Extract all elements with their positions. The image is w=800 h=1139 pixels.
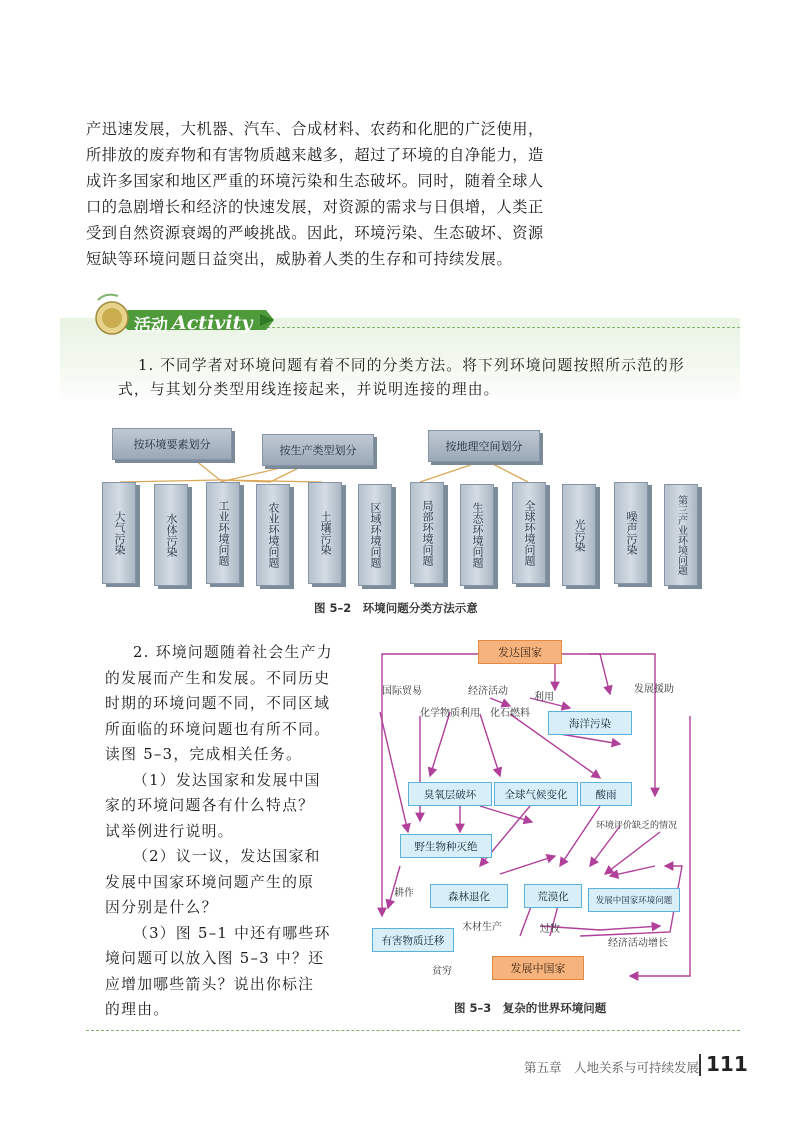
fig53-forest-box: 森林退化 <box>430 884 508 908</box>
task2-line: 的发展而产生和发展。不同历史 <box>105 669 331 687</box>
fig52-item: 土壤污染 <box>308 482 342 584</box>
fig53-label: 利用 <box>534 692 554 703</box>
fig53-label: 化石燃料 <box>490 708 530 719</box>
task2-line: 时期的环境问题不同，不同区域 <box>105 695 331 712</box>
fig53-ocean-box: 海洋污染 <box>548 711 632 735</box>
fig52-item: 第三产业环境问题 <box>664 484 698 586</box>
fig53-label: 过牧 <box>540 924 560 935</box>
intro-line: 受到自然资源衰竭的严峻挑战。因此，环境污染、生态破坏、资源 <box>86 224 544 242</box>
task1-line: 式，与其划分类型用线连接起来，并说明连接的理由。 <box>118 381 500 398</box>
task2-line: 2. 环境问题随着社会生产力 <box>133 644 333 661</box>
fig52-item: 全球环境问题 <box>512 482 546 584</box>
intro-line: 产迅速发展，大机器、汽车、合成材料、农药和化肥的广泛使用， <box>86 120 544 138</box>
fig52-item: 生态环境问题 <box>460 484 494 586</box>
task2-text <box>105 640 335 1023</box>
fig52-item: 区域环境问题 <box>358 484 392 586</box>
task2-line: 境问题可以放入图 5–3 中？还 <box>105 950 325 967</box>
intro-line: 所排放的废弃物和有害物质越来越多，超过了环境的自净能力，造 <box>86 146 544 164</box>
task2-line: （3）图 5–1 中还有哪些环 <box>133 924 331 942</box>
fig53-desert-box: 荒漠化 <box>524 884 582 908</box>
task2-line: （1）发达国家和发展中国 <box>133 771 321 789</box>
fig52-category: 按地理空间划分 <box>428 430 540 462</box>
fig52-item: 农业环境问题 <box>256 484 290 586</box>
fig52-category: 按生产类型划分 <box>262 434 374 466</box>
fig52-caption: 图 5–2 环境问题分类方法示意 <box>314 601 478 615</box>
task2-line: （2）议一议，发达国家和 <box>133 848 321 865</box>
fig53-label: 国际贸易 <box>382 686 422 697</box>
fig53-developing-box: 发展中国家 <box>492 956 584 980</box>
task2-line: 应增加哪些箭头？说出你标注 <box>105 975 315 993</box>
task2-line: 所面临的环境问题也有所不同。 <box>105 720 331 738</box>
intro-line: 成许多国家和地区严重的环境污染和生态破坏。同时，随着全球人 <box>86 172 544 190</box>
task1-line: 1. 不同学者对环境问题有着不同的分类方法。将下列环境问题按照所示范的形 <box>138 357 685 374</box>
fig52-item: 光污染 <box>562 484 596 586</box>
fig53-acid-box: 酸雨 <box>580 782 632 806</box>
fig53-label: 经济活动增长 <box>608 938 668 949</box>
fig53-ozone-box: 臭氧层破坏 <box>408 782 492 806</box>
task2-line: 试举例进行说明。 <box>105 822 234 840</box>
fig53-caption: 图 5–3 复杂的世界环境问题 <box>454 1001 607 1015</box>
fig53-developed-box: 发达国家 <box>478 640 562 664</box>
fig52-item: 大气污染 <box>102 482 136 584</box>
fig52-item: 局部环境问题 <box>410 482 444 584</box>
task1-text <box>118 354 698 402</box>
task2-line: 读图 5–3，完成相关任务。 <box>105 746 303 763</box>
fig53-label: 贫穷 <box>432 966 452 977</box>
activity-dashed-rule <box>262 327 740 328</box>
footer-divider <box>699 1054 701 1076</box>
intro-paragraph <box>86 116 551 272</box>
task2-line: 因分别是什么？ <box>105 899 218 916</box>
intro-line: 短缺等环境问题日益突出，威胁着人类的生存和可持续发展。 <box>86 250 513 268</box>
fig53-label: 经济活动 <box>468 686 508 697</box>
fig53-label: 耕作 <box>394 888 414 899</box>
fig53-toxic-box: 有害物质迁移 <box>372 928 454 952</box>
footer-chapter: 第五章 人地关系与可持续发展 <box>524 1060 700 1075</box>
fig53-label: 环境评价缺乏的情况 <box>596 821 678 831</box>
fig53-dev-env-box: 发展中国家环境问题 <box>588 888 680 912</box>
page-number: 111 <box>706 1052 748 1076</box>
task2-line: 发展中国家环境问题产生的原 <box>105 873 315 891</box>
activity-title-en: Activity <box>172 312 253 334</box>
fig52-item: 工业环境问题 <box>206 482 240 584</box>
fig53-species-box: 野生物种灭绝 <box>400 834 492 858</box>
task2-line: 家的环境问题各有什么特点？ <box>105 797 315 814</box>
fig52-category: 按环境要素划分 <box>112 428 232 460</box>
fig53-climate-box: 全球气候变化 <box>494 782 578 806</box>
fig53-label: 木材生产 <box>462 922 502 933</box>
task2-line: 的理由。 <box>105 1001 170 1018</box>
intro-line: 口的急剧增长和经济的快速发展，对资源的需求与日俱增，人类正 <box>86 198 544 216</box>
fig53-label: 化学物质利用 <box>420 708 480 719</box>
fig53-label: 发展援助 <box>634 684 674 695</box>
fig52-item: 噪声污染 <box>614 482 648 584</box>
activity-end-rule <box>86 1030 740 1031</box>
fig52-item: 水体污染 <box>154 484 188 586</box>
activity-title-cn: 活动 <box>134 316 168 336</box>
